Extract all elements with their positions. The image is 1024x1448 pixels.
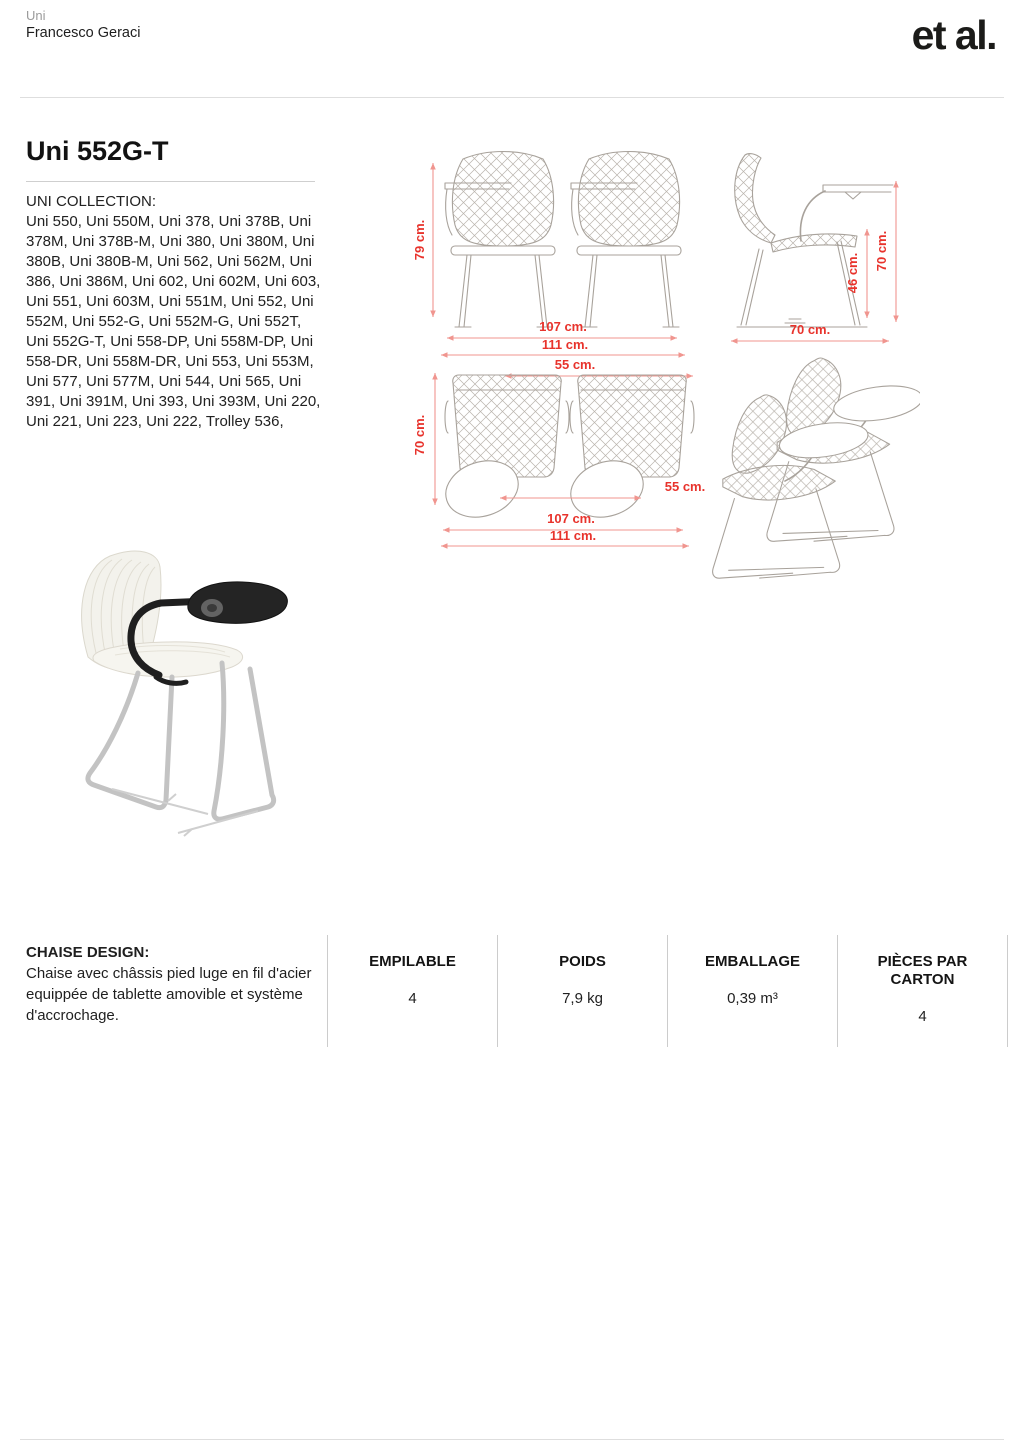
description-heading: CHAISE DESIGN: — [26, 944, 150, 961]
spec-label: POIDS — [559, 953, 606, 970]
dim-side-depth: 70 cm. — [789, 322, 831, 337]
technical-drawings-svg — [405, 145, 920, 585]
spec-value: 0,39 m³ — [727, 990, 778, 1007]
drawing-side-view — [731, 154, 896, 341]
dim-top-width: 107 cm. — [547, 511, 595, 526]
footer-divider — [20, 1439, 1004, 1440]
spec-value: 7,9 kg — [562, 990, 603, 1007]
spec-column-empilable — [327, 935, 497, 1047]
collection-heading: UNI COLLECTION: — [26, 193, 157, 210]
collection-models: Uni 550, Uni 550M, Uni 378, Uni 378B, Uni 378M, Uni 378B-M, Uni 380, Uni 380M, Uni 380B, Uni 380B-M, Uni 562, Uni 562M, Uni 386, Uni 386M, Uni 602, Uni 602M, Uni 603, Uni 551, Uni 603M, Uni 551M, Uni 552, Uni 552M, Uni 552-G, Uni 552M-G, Uni 552T, Uni 552G-T, Uni 558-DP, Uni 558M-DP, Uni 558-DR, Uni 558M-DR, Uni 553, Uni 553M, Uni 577, Uni 577M, Uni 544, Uni 565, Uni 391, Uni 391M, Uni 393, Uni 393M, Uni 220, Uni 221, Uni 223, Uni 222, Trolley 536, — [26, 213, 321, 430]
spec-label: EMPILABLE — [369, 953, 456, 970]
dim-top-tablet-width: 55 cm. — [664, 479, 706, 494]
description-block — [26, 942, 328, 1026]
dim-top-back-width: 55 cm. — [554, 357, 596, 372]
collection-block — [26, 192, 324, 432]
series-label: Uni — [26, 8, 46, 23]
dim-front-height: 79 cm. — [412, 219, 427, 261]
designer-name: Francesco Geraci — [26, 25, 141, 41]
dim-side-total-height: 70 cm. — [874, 230, 889, 272]
drawing-stacked-view — [713, 358, 920, 578]
drawing-top-view — [412, 357, 705, 546]
dim-front-width: 107 cm. — [539, 319, 587, 334]
dim-front-total-width: 111 cm. — [541, 337, 589, 352]
dim-top-total-width: 111 cm. — [549, 528, 597, 543]
title-divider — [26, 181, 315, 182]
spec-column-poids — [497, 935, 667, 1047]
spec-column-pieces-par-carton — [837, 935, 1007, 1047]
spec-label: EMBALLAGE — [705, 953, 800, 970]
chair-image — [82, 551, 288, 836]
specs-table — [327, 935, 1008, 1047]
brand-logo: et al. — [911, 12, 996, 58]
spec-column-emballage — [667, 935, 837, 1047]
description-body: Chaise avec châssis pied luge en fil d'acier equippée de tablette amovible et système d'accrochage. — [26, 965, 312, 1024]
product-title: Uni 552G-T — [26, 136, 169, 166]
dim-top-depth: 70 cm. — [412, 414, 427, 456]
spec-value: 4 — [918, 1008, 927, 1025]
drawing-front-view — [412, 152, 685, 356]
spec-label: PIÈCES PAR CARTON — [877, 953, 968, 988]
spec-value: 4 — [408, 990, 417, 1007]
dim-side-seat-height: 46 cm. — [845, 252, 860, 294]
header-divider — [20, 97, 1004, 98]
product-photo — [60, 545, 340, 875]
